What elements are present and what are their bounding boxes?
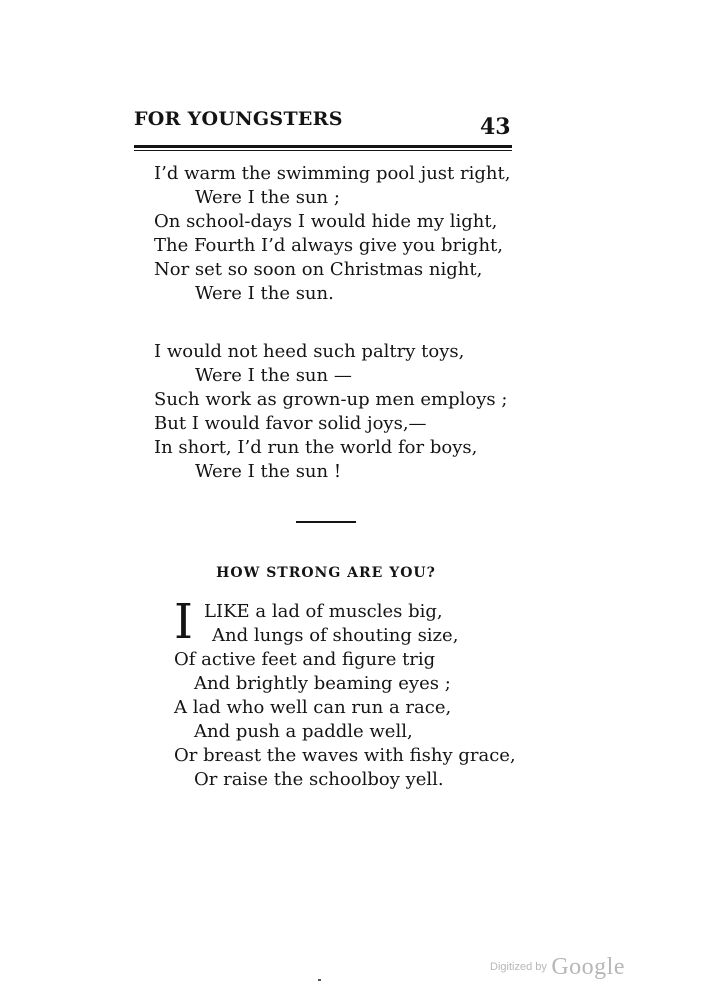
- verse-line: Were I the sun !: [195, 461, 342, 482]
- verse-line: Such work as grown-up men employs ;: [154, 389, 508, 410]
- verse-line: Were I the sun ;: [195, 187, 340, 208]
- verse-line: On school-days I would hide my light,: [154, 211, 498, 232]
- verse-line: And push a paddle well,: [194, 721, 413, 742]
- verse-line: Or raise the schoolboy yell.: [194, 769, 444, 790]
- google-logo: Google: [551, 954, 625, 980]
- header-rule-thick: [134, 145, 512, 148]
- print-speck: [318, 979, 321, 981]
- verse-line: Or breast the waves with fishy grace,: [174, 745, 516, 766]
- verse-line: In short, I’d run the world for boys,: [154, 437, 478, 458]
- header-rule-thin: [134, 150, 512, 151]
- verse-line: The Fourth I’d always give you bright,: [154, 235, 503, 256]
- poem-title: HOW STRONG ARE YOU?: [216, 565, 436, 581]
- poem-how-strong: [174, 594, 534, 792]
- verse-line: LIKE a lad of muscles big,: [204, 601, 443, 622]
- verse-line: And brightly beaming eyes ;: [194, 673, 451, 694]
- verse-line: Were I the sun —: [195, 365, 352, 386]
- verse-line: But I would favor solid joys,—: [154, 413, 427, 434]
- verse-line: And lungs of shouting size,: [212, 625, 459, 646]
- verse-line: Nor set so soon on Christmas night,: [154, 259, 483, 280]
- section-divider: [296, 521, 356, 523]
- stanza-2: [154, 340, 554, 484]
- verse-line: I would not heed such paltry toys,: [154, 341, 465, 362]
- watermark-prefix: Digitized by: [490, 961, 547, 973]
- digitized-watermark: [490, 954, 625, 981]
- drop-cap: I: [174, 594, 193, 650]
- verse-line: Were I the sun.: [195, 283, 334, 304]
- verse-line: I’d warm the swimming pool just right,: [154, 163, 511, 184]
- stanza-1: [154, 162, 554, 306]
- running-head: FOR YOUNGSTERS: [134, 108, 343, 130]
- verse-line: Of active feet and figure trig: [174, 649, 436, 670]
- page-number: 43: [480, 114, 511, 140]
- verse-line: A lad who well can run a race,: [174, 697, 452, 718]
